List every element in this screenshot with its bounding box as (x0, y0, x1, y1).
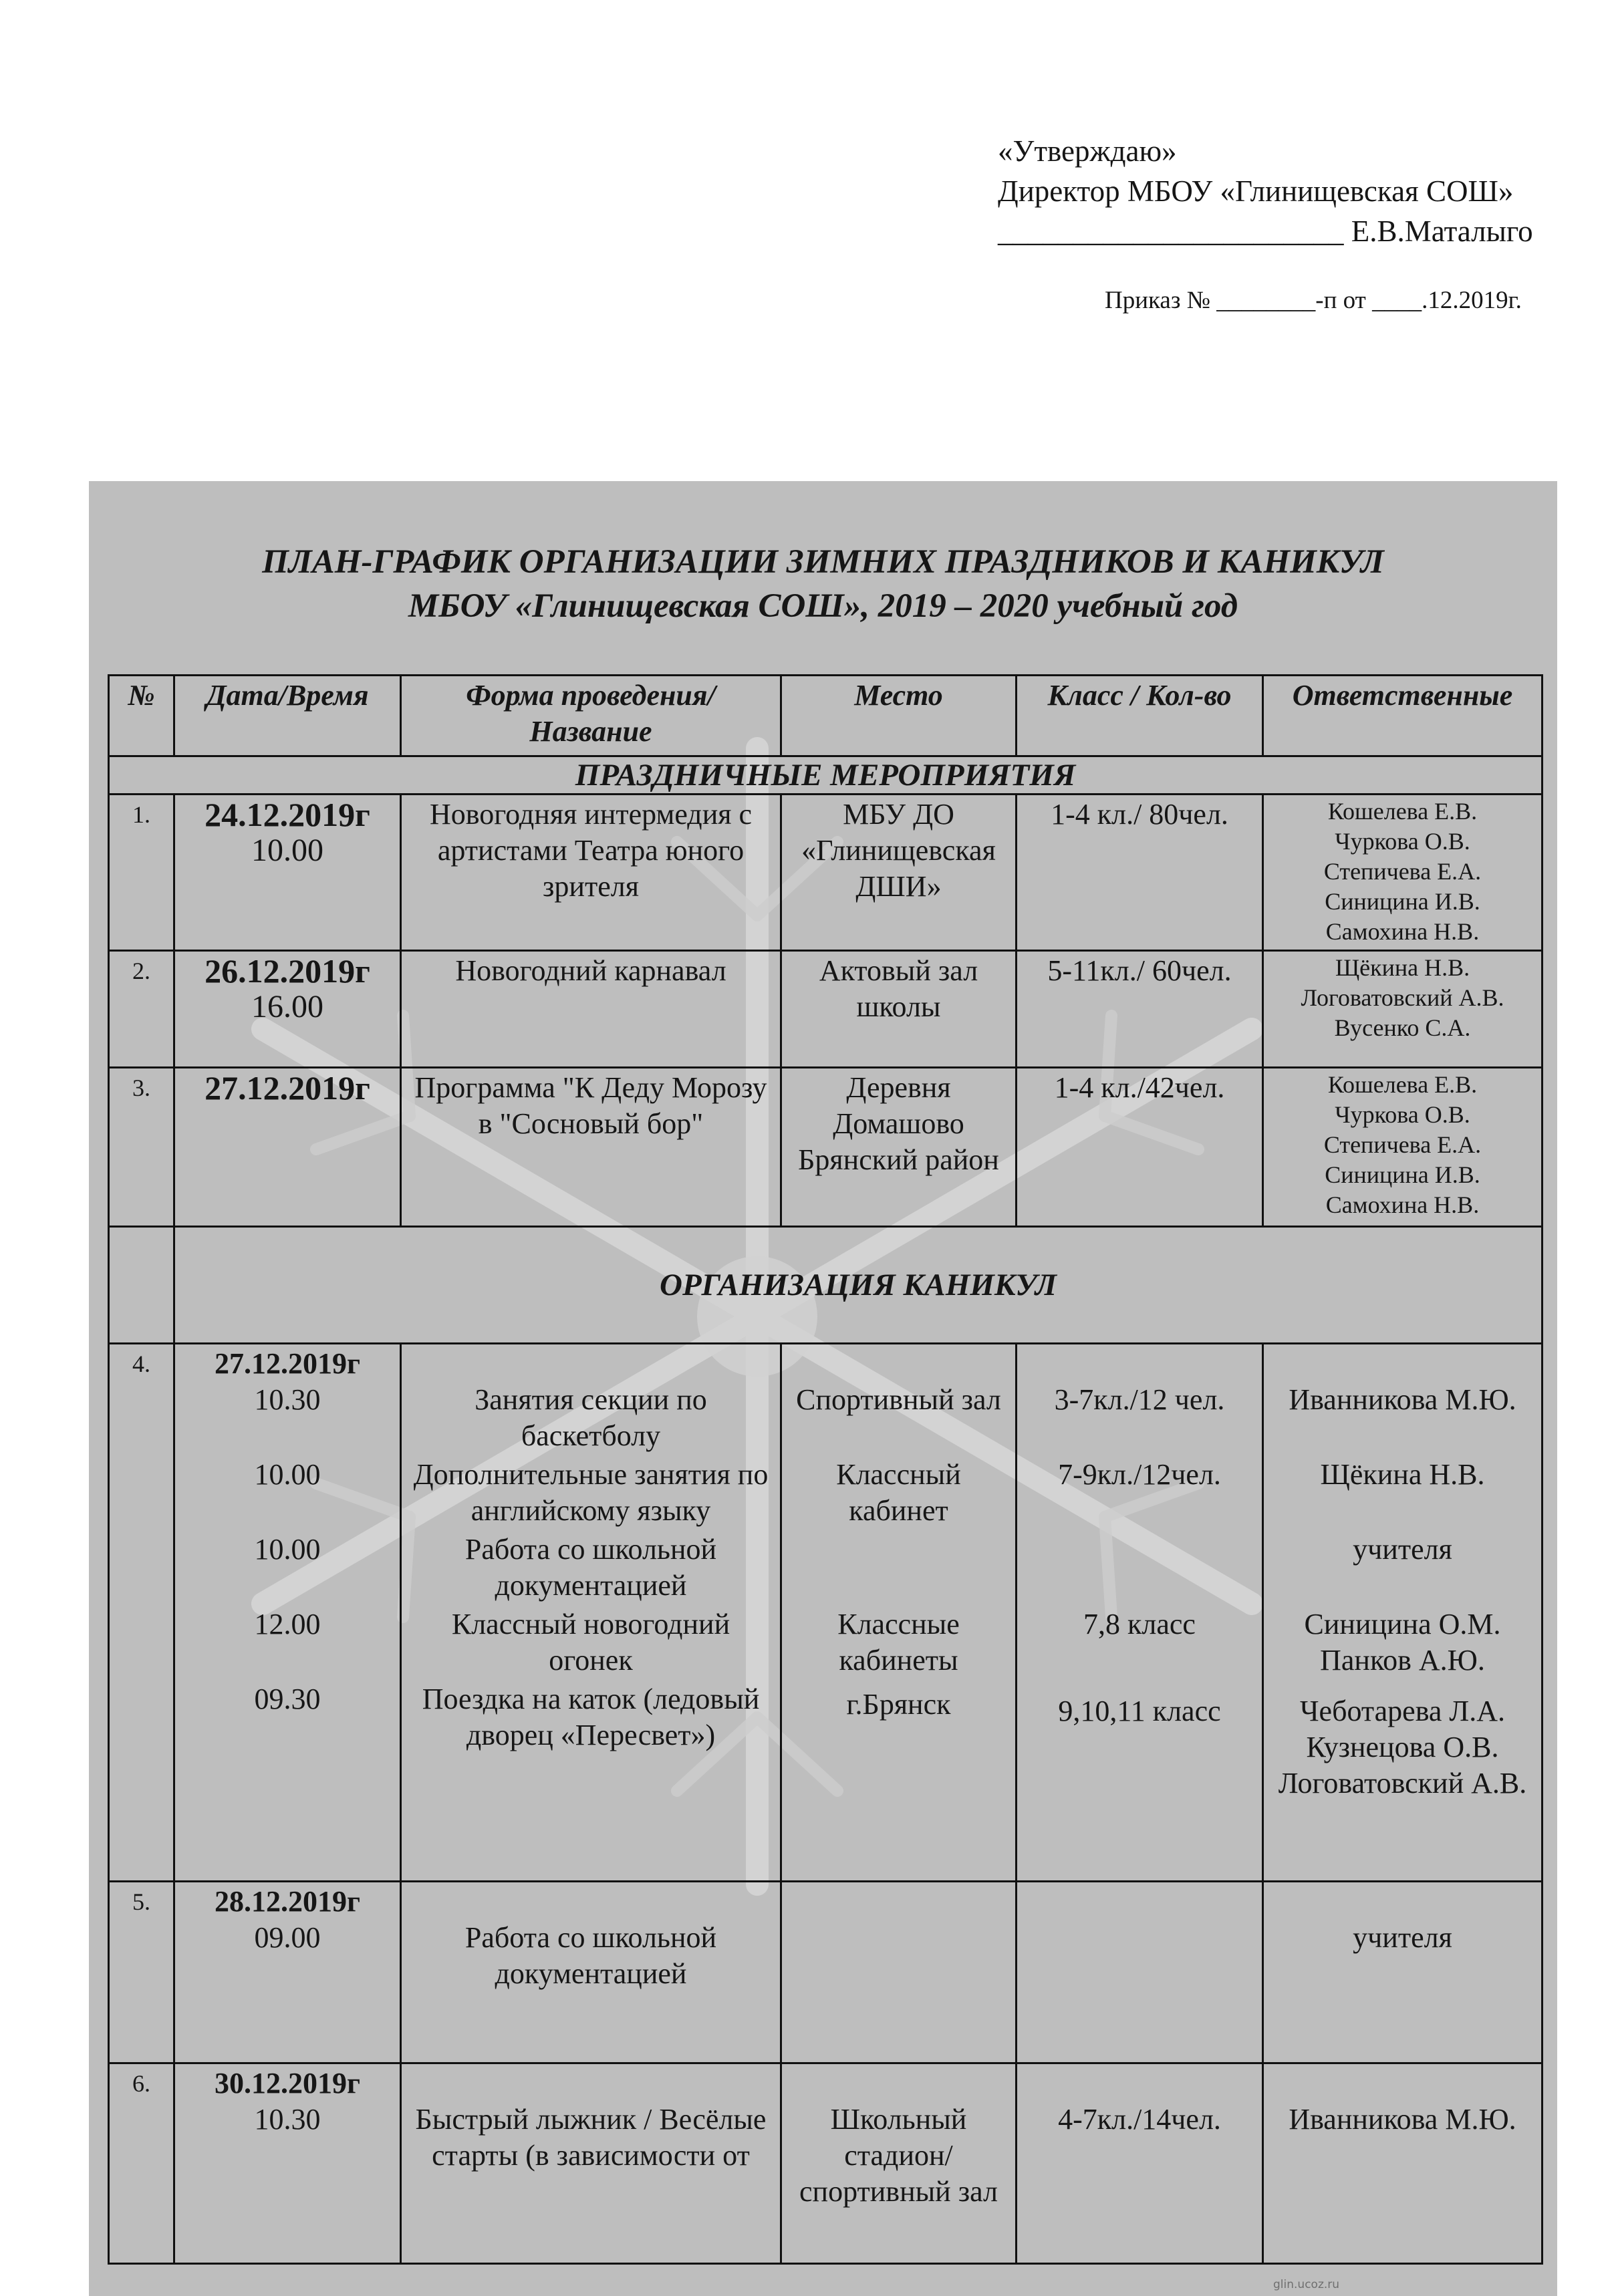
row-time: 12.00 (254, 1608, 321, 1640)
resp-name: Кошелева Е.В. (1327, 1071, 1478, 1098)
activity-place: Классный кабинет (836, 1458, 961, 1527)
resp-name: Чуркова О.В. (1335, 828, 1470, 855)
row-resp (1263, 795, 1542, 951)
row-class: 1-4 кл./42чел. (1017, 1068, 1263, 1227)
row-form: Новогодний карнавал (401, 951, 781, 1068)
resp-name: Самохина Н.В. (1325, 918, 1480, 945)
activity-class: 9,10,11 класс (1058, 1695, 1221, 1727)
resp-name: Синицина О.М. (1304, 1608, 1501, 1640)
resp-name: учителя (1353, 1533, 1452, 1566)
title-line-1: ПЛАН-ГРАФИК ОРГАНИЗАЦИИ ЗИМНИХ ПРАЗДНИКОВ И КАНИКУЛ (262, 543, 1384, 581)
title-line-2: МБОУ «Глинищевская СОШ», 2019 – 2020 учебный год (408, 587, 1238, 625)
row-class: 1-4 кл./ 80чел. (1017, 795, 1263, 951)
table-row (109, 951, 1542, 1068)
resp-name: Логоватовский А.В. (1278, 1767, 1527, 1800)
table-row (109, 1882, 1542, 2063)
activity-class: 7-9кл./12чел. (1058, 1458, 1221, 1491)
row-time: 16.00 (251, 989, 323, 1024)
resp-name: Синицина И.В. (1325, 888, 1480, 915)
row-date: 26.12.2019г (205, 952, 370, 990)
row-num: 2. (109, 951, 174, 1068)
section-row-holiday (109, 756, 1542, 795)
row-place: Деревня Домашово Брянский район (781, 1068, 1017, 1227)
row-class-empty (1017, 1882, 1263, 2063)
resp-name: Синицина И.В. (1325, 1161, 1480, 1188)
document-title (89, 540, 1557, 628)
resp-name: Степичева Е.А. (1323, 858, 1482, 885)
row-time: 09.30 (254, 1683, 321, 1715)
row-classes (1017, 1344, 1263, 1882)
table-row (109, 795, 1542, 951)
approval-director: Директор МБОУ «Глинищевская СОШ» (998, 174, 1514, 208)
row-class: 4-7кл./14чел. (1017, 2063, 1263, 2264)
resp-name: Самохина Н.В. (1325, 1191, 1480, 1218)
activity-class: 7,8 класс (1083, 1608, 1196, 1640)
row-date-cell (174, 1344, 401, 1882)
resp-name: Панков А.Ю. (1320, 1644, 1485, 1677)
row-form: Программа "К Деду Морозу в "Сосновый бор" (401, 1068, 781, 1227)
row-resp: учителя (1263, 1882, 1542, 2063)
activity-form: Занятия секции по баскетболу (475, 1383, 707, 1452)
activity-place: г.Брянск (846, 1688, 951, 1721)
table-row (109, 2063, 1542, 2264)
row-resp (1263, 951, 1542, 1068)
resp-name: Степичева Е.А. (1323, 1131, 1482, 1158)
row-time: 10.00 (251, 833, 323, 868)
row-class: 5-11кл./ 60чел. (1017, 951, 1263, 1068)
activity-form: Дополнительные занятия по английскому языку (413, 1458, 769, 1527)
activity-form: Поездка на каток (ледовый дворец «Пересвет») (422, 1683, 760, 1751)
row-places (781, 1344, 1017, 1882)
row-date-cell (174, 2063, 401, 2264)
row-form: Новогодняя интермедия с артистами Театра юного зрителя (401, 795, 781, 951)
row-num: 6. (109, 2063, 174, 2264)
header-num: № (109, 676, 174, 756)
row-date-cell (174, 1068, 401, 1227)
row-time: 10.30 (254, 2103, 321, 2136)
row-resp: Иванникова М.Ю. (1263, 2063, 1542, 2264)
row-time: 09.00 (254, 1921, 321, 1954)
schedule-table (108, 674, 1543, 2265)
activity-form: Работа со школьной документацией (464, 1533, 717, 1602)
approval-block (998, 131, 1533, 251)
section-title-vacation: ОРГАНИЗАЦИЯ КАНИКУЛ (174, 1227, 1542, 1344)
resp-name: Вусенко С.А. (1334, 1014, 1471, 1041)
row-form: Быстрый лыжник / Весёлые старты (в зависимости от (401, 2063, 781, 2264)
row-time: 10.30 (254, 1383, 321, 1416)
row-num: 1. (109, 795, 174, 951)
activity-place: Спортивный зал (796, 1383, 1001, 1416)
section-empty-cell (109, 1227, 174, 1344)
row-time: 10.00 (254, 1533, 321, 1566)
resp-name: Кошелева Е.В. (1327, 798, 1478, 825)
section-title-holiday: ПРАЗДНИЧНЫЕ МЕРОПРИЯТИЯ (109, 756, 1542, 795)
watermark: glin.ucoz.ru (1273, 2278, 1340, 2291)
row-date: 27.12.2019г (215, 1347, 360, 1380)
header-class: Класс / Кол-во (1017, 676, 1263, 756)
header-resp: Ответственные (1263, 676, 1542, 756)
row-date: 24.12.2019г (205, 796, 370, 833)
resp-name: Кузнецова О.В. (1306, 1731, 1499, 1763)
approval-heading: «Утверждаю» (998, 134, 1177, 168)
order-line: Приказ № ________-п от ____.12.2019г. (1105, 287, 1522, 314)
row-form: Работа со школьной документацией (401, 1882, 781, 2063)
activity-form: Классный новогодний огонек (451, 1608, 730, 1677)
row-time: 10.00 (254, 1458, 321, 1491)
resp-name: Щёкина Н.В. (1320, 1458, 1485, 1491)
row-date: 28.12.2019г (215, 1885, 360, 1918)
row-place: Актовый зал школы (781, 951, 1017, 1068)
row-place-empty (781, 1882, 1017, 2063)
resp-name: Иванникова М.Ю. (1289, 1383, 1516, 1416)
resp-name: Чеботарева Л.А. (1299, 1695, 1506, 1727)
activity-class: 3-7кл./12 чел. (1054, 1383, 1225, 1416)
row-date-cell (174, 1882, 401, 2063)
row-date: 30.12.2019г (215, 2067, 360, 2100)
row-place: Школьный стадион/ спортивный зал (781, 2063, 1017, 2264)
row-resp (1263, 1344, 1542, 1882)
section-row-vacation (109, 1227, 1542, 1344)
approval-signature: _______________________ Е.В.Маталыго (998, 214, 1533, 248)
resp-name: Щёкина Н.В. (1335, 954, 1470, 981)
table-row (109, 1344, 1542, 1882)
row-date-cell (174, 951, 401, 1068)
row-num: 3. (109, 1068, 174, 1227)
row-num: 4. (109, 1344, 174, 1882)
table-row (109, 1068, 1542, 1227)
header-date: Дата/Время (174, 676, 401, 756)
row-forms (401, 1344, 781, 1882)
resp-name: Чуркова О.В. (1335, 1101, 1470, 1128)
row-resp (1263, 1068, 1542, 1227)
row-date: 27.12.2019г (205, 1069, 370, 1107)
table-header-row (109, 676, 1542, 756)
header-place: Место (781, 676, 1017, 756)
row-num: 5. (109, 1882, 174, 2063)
activity-place: Классные кабинеты (837, 1608, 960, 1677)
header-form: Форма проведения/ Название (401, 676, 781, 756)
row-date-cell (174, 795, 401, 951)
row-place: МБУ ДО «Глинищевская ДШИ» (781, 795, 1017, 951)
resp-name: Логоватовский А.В. (1301, 984, 1504, 1011)
